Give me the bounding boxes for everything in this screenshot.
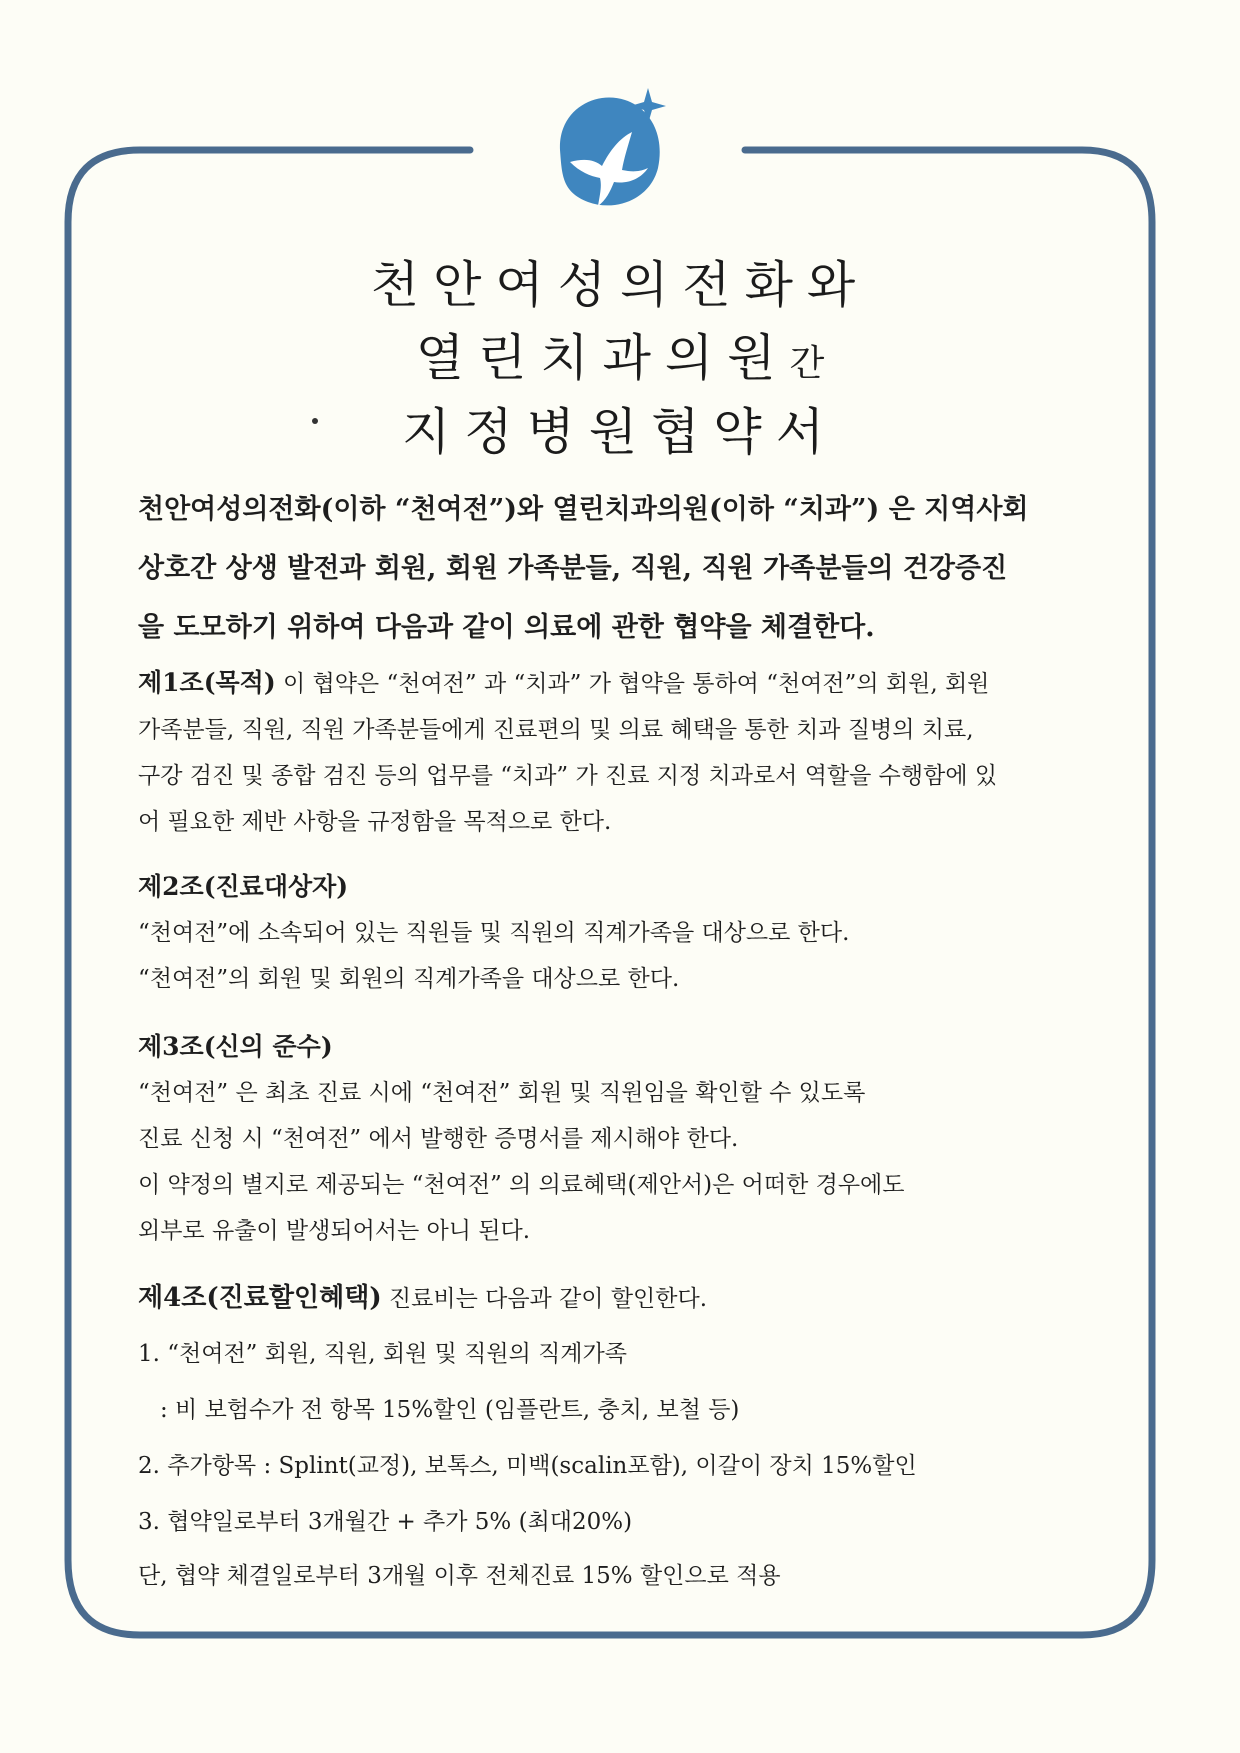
bird-globe-logo-icon [540,80,685,220]
article-3-heading: 제3조(신의 준수) [138,1032,333,1061]
article-1-line: 구강 검진 및 종합 검진 등의 업무를 “치과” 가 진료 지정 치과로서 역할을 수행함에 있 [138,763,998,789]
article-2-heading: 제2조(진료대상자) [138,872,349,901]
article-1-line: 어 필요한 제반 사항을 규정함을 목적으로 한다. [138,809,612,835]
article-3-line: 외부로 유출이 발생되어서는 아니 된다. [138,1218,531,1244]
article-4-item: 2. 추가항목 : Splint(교정), 보톡스, 미백(scalin포함), 이갈이 장치 15%할인 [138,1453,917,1479]
article-1 [138,660,1098,845]
title-line-3: 지정병원협약서 [401,403,839,461]
article-1-line: 가족분들, 직원, 직원 가족분들에게 진료편의 및 의료 혜택을 통한 치과 질병의 치료, [138,717,974,743]
article-3-line: 이 약정의 별지로 제공되는 “천여전” 의 의료혜택(제안서)은 어떠한 경우에도 [138,1172,905,1198]
intro-line: 상호간 상생 발전과 회원, 회원 가족분들, 직원, 직원 가족분들의 건강증진 [138,553,1008,584]
article-4-item: : 비 보험수가 전 항목 15%할인 (임플란트, 충치, 보철 등) [160,1397,740,1423]
intro-line: 을 도모하기 위하여 다음과 같이 의료에 관한 협약을 체결한다. [138,612,875,643]
article-3 [138,1024,1098,1254]
article-1-text: 이 협약은 “천여전” 과 “치과” 가 협약을 통하여 “천여전”의 회원, 회원 [275,671,990,697]
article-4-item: 1. “천여전” 회원, 직원, 회원 및 직원의 직계가족 [138,1341,627,1367]
article-1-heading: 제1조(목적) [138,668,276,697]
title-line-1: 천안여성의전화와 [370,256,870,314]
article-4-heading: 제4조(진료할인혜택) [138,1283,382,1313]
title-line-2-suffix: 간 [789,343,825,384]
article-4-item: 단, 협약 체결일로부터 3개월 이후 전체진료 15% 할인으로 적용 [138,1563,781,1589]
article-3-line: “천여전” 은 최초 진료 시에 “천여전” 회원 및 직원임을 확인할 수 있도록 [138,1080,866,1106]
intro-paragraph [138,480,1098,657]
article-4-heading-line [138,1277,707,1314]
title-line-2-main: 열린치과의원 [415,329,790,387]
article-4-item: 3. 협약일로부터 3개월간 + 추가 5% (최대20%) [138,1509,633,1535]
article-3-line: 진료 신청 시 “천여전” 에서 발행한 증명서를 제시해야 한다. [138,1126,739,1152]
article-4-text: 진료비는 다음과 같이 할인한다. [381,1286,708,1312]
article-2-line: “천여전”의 회원 및 회원의 직계가족을 대상으로 한다. [138,966,680,992]
article-2-line: “천여전”에 소속되어 있는 직원들 및 직원의 직계가족을 대상으로 한다. [138,920,850,946]
article-1-first-line [138,660,1098,707]
intro-line: 천안여성의전화(이하 “천여전”)와 열린치과의원(이하 “치과”) 은 지역사회 [138,494,1029,525]
title-line-2 [0,318,1240,390]
article-2 [138,864,1098,1002]
